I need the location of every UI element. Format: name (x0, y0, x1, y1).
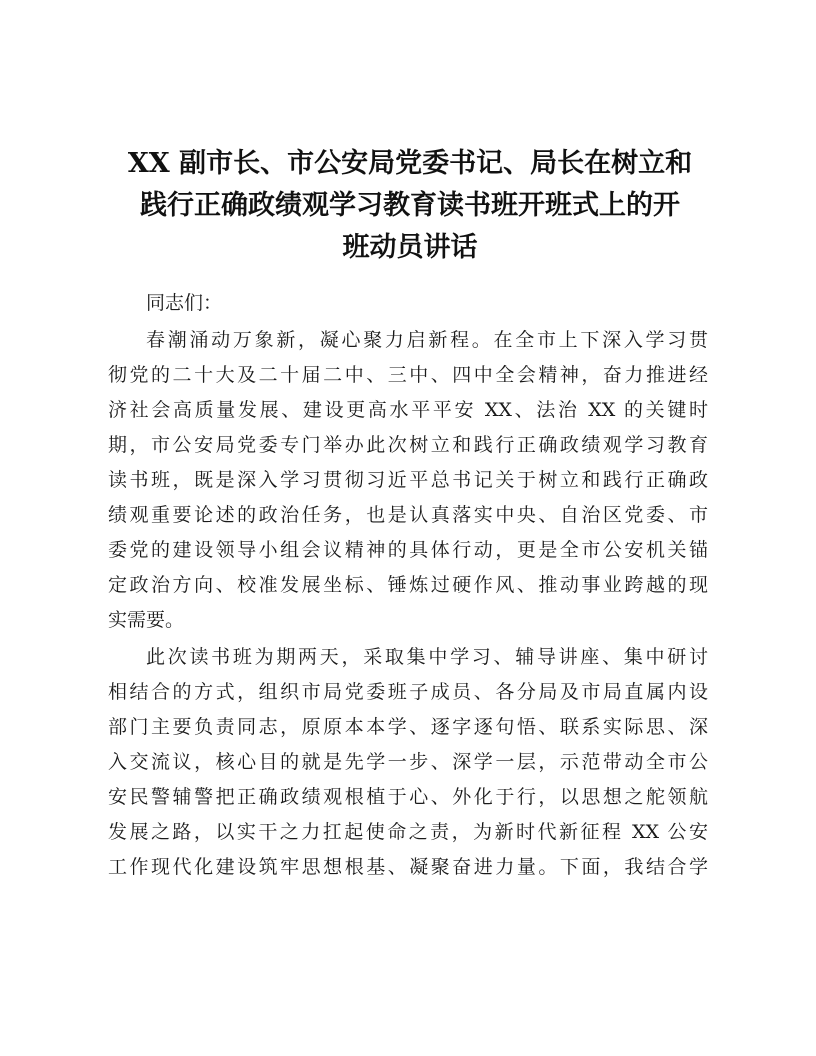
title-line: 班动员讲话 (342, 232, 478, 263)
paragraph-line: 部门主要负责同志，原原本本学、逐字逐句悟、联系实际思、深 (108, 716, 708, 738)
paragraph-line: 工作现代化建设筑牢思想根基、凝聚奋进力量。下面，我结合学 (108, 856, 708, 878)
paragraph-line: 发展之路，以实干之力扛起使命之责，为新时代新征程 XX 公安 (108, 821, 708, 843)
document-title (104, 143, 716, 269)
document-body (108, 286, 708, 885)
salutation: 同志们： (146, 292, 223, 314)
title-line: 践行正确政绩观学习教育读书班开班式上的开 (140, 190, 680, 221)
paragraph-line: 彻党的二十大及二十届二中、三中、四中全会精神，奋力推进经 (108, 364, 708, 386)
paragraph-line: 安民警辅警把正确政绩观根植于心、外化于行，以思想之舵领航 (108, 786, 708, 808)
paragraph-line: 读书班，既是深入学习贯彻习近平总书记关于树立和践行正确政 (108, 469, 708, 491)
paragraph-line: 此次读书班为期两天，采取集中学习、辅导讲座、集中研讨 (146, 646, 708, 668)
paragraph-line: 济社会高质量发展、建设更高水平平安 XX、法治 XX 的关键时 (108, 399, 708, 421)
paragraph-line: 绩观重要论述的政治任务，也是认真落实中央、自治区党委、市 (108, 504, 708, 526)
salutation-paragraph (108, 286, 708, 321)
title-line: XX 副市长、市公安局党委书记、局长在树立和 (127, 148, 693, 179)
paragraph-line: 入交流议，核心目的就是先学一步、深学一层，示范带动全市公 (108, 751, 708, 773)
paragraph-line: 委党的建设领导小组会议精神的具体行动，更是全市公安机关锚 (108, 539, 708, 561)
paragraph-line: 相结合的方式，组织市局党委班子成员、各分局及市局直属内设 (108, 681, 708, 703)
paragraph-1 (108, 323, 708, 638)
paragraph-line: 实需要。 (108, 609, 185, 631)
paragraph-2 (108, 640, 708, 885)
paragraph-line: 定政治方向、校准发展坐标、锤炼过硬作风、推动事业跨越的现 (108, 574, 708, 596)
paragraph-line: 期，市公安局党委专门举办此次树立和践行正确政绩观学习教育 (108, 434, 708, 456)
paragraph-line: 春潮涌动万象新，凝心聚力启新程。在全市上下深入学习贯 (146, 329, 708, 351)
